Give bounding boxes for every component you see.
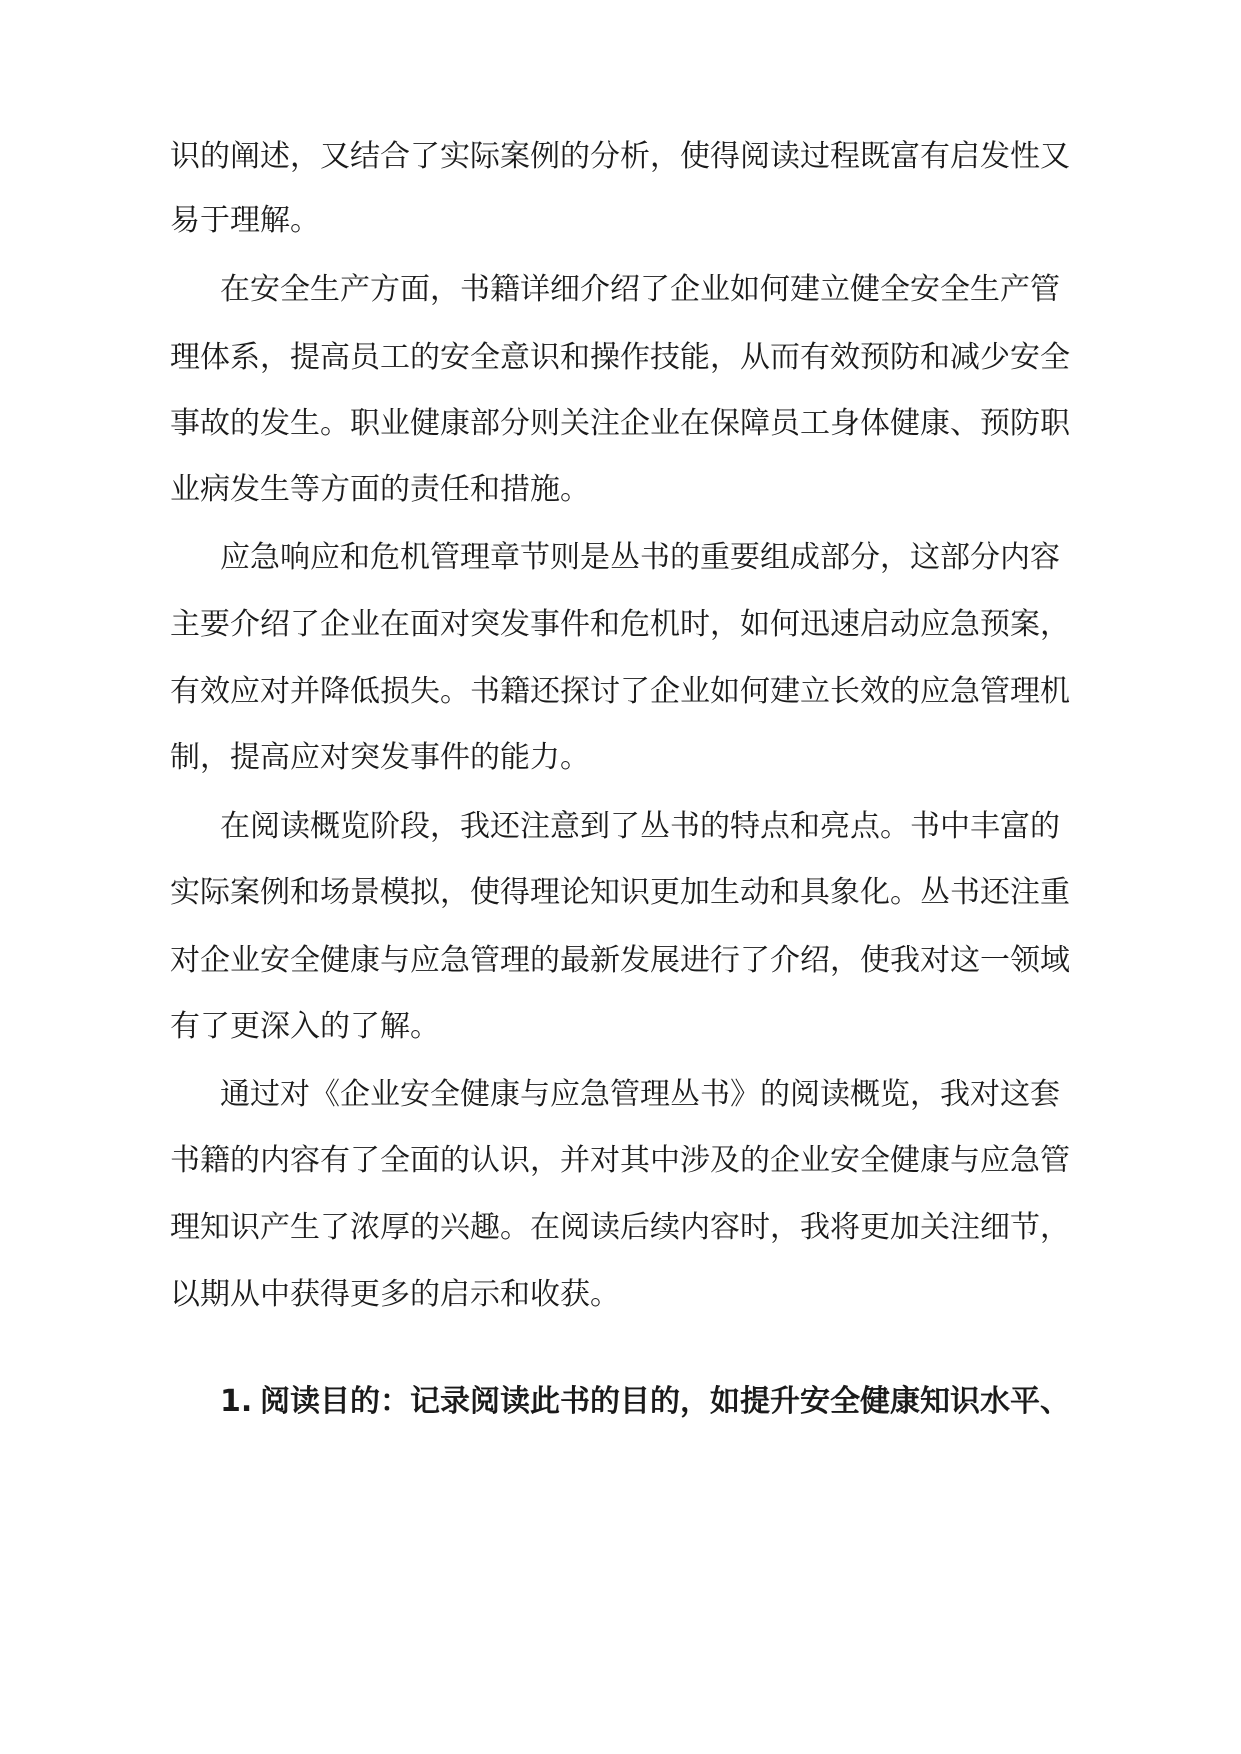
text-line: 制，提高应对突发事件的能力。 [170,740,590,775]
list-item-number: 1. [220,1384,253,1419]
text-line: 事故的发生。职业健康部分则关注企业在保障员工身体健康、预防职 [170,406,1070,441]
text-line: 在安全生产方面，书籍详细介绍了企业如何建立健全安全生产管 [220,272,1060,307]
text-line: 有了更深入的了解。 [170,1009,440,1044]
text-line: 以期从中获得更多的启示和收获。 [170,1277,620,1312]
text-line: 对企业安全健康与应急管理的最新发展进行了介绍，使我对这一领域 [170,943,1070,978]
text-line: 应急响应和危机管理章节则是丛书的重要组成部分，这部分内容 [220,540,1060,575]
text-line: 主要介绍了企业在面对突发事件和危机时，如何迅速启动应急预案， [170,607,1070,642]
text-line: 理体系，提高员工的安全意识和操作技能，从而有效预防和减少安全 [170,340,1070,375]
text-line: 业病发生等方面的责任和措施。 [170,472,590,507]
text-line: 通过对《企业安全健康与应急管理丛书》的阅读概览，我对这套 [220,1077,1060,1112]
text-line: 理知识产生了浓厚的兴趣。在阅读后续内容时，我将更加关注细节， [170,1210,1070,1245]
text-line: 书籍的内容有了全面的认识，并对其中涉及的企业安全健康与应急管 [170,1143,1070,1178]
text-line: 实际案例和场景模拟，使得理论知识更加生动和具象化。丛书还注重 [170,875,1070,910]
text-line: 易于理解。 [170,203,320,238]
list-item-text: 阅读目的：记录阅读此书的目的，如提升安全健康知识水平、 [260,1384,1070,1419]
text-line: 识的阐述，又结合了实际案例的分析，使得阅读过程既富有启发性又 [170,139,1070,174]
text-line: 有效应对并降低损失。书籍还探讨了企业如何建立长效的应急管理机 [170,674,1070,709]
text-line: 在阅读概览阶段，我还注意到了丛书的特点和亮点。书中丰富的 [220,809,1060,844]
